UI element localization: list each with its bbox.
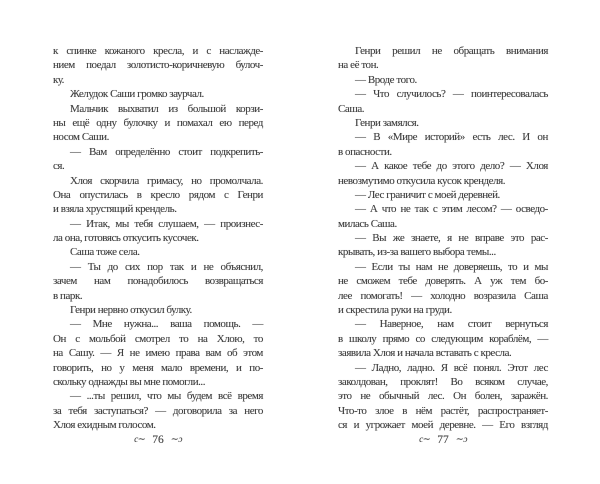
- text-line: Хлоя скорчила гримасу, но промолчала.: [70, 174, 263, 187]
- text-line: — Наверное, нам стоит вернуться: [355, 318, 548, 331]
- text-line: к спинке кожаного кресла, и с наслажде-: [53, 45, 263, 57]
- text-line: — Ты до сих пор так и не объяснил,: [70, 260, 263, 273]
- text-line: Саша.: [338, 102, 365, 115]
- text-line: — Что случилось? — поинтересовалась: [355, 88, 548, 101]
- text-line: Генри решил не обращать внимания: [355, 45, 548, 57]
- text-line: Что-то злое в нём растёт, распространяет-: [338, 404, 548, 417]
- text-line: ку.: [53, 73, 64, 86]
- text-line: в парк.: [53, 289, 83, 302]
- text-line: Она опустилась в кресло рядом с Генри: [53, 188, 263, 201]
- text-line: нием поедал золотисто-коричневую булоч-: [53, 59, 263, 72]
- text-line: Генри замялся.: [355, 116, 419, 129]
- text-line: — Мне нужна... ваша помощь. —: [70, 318, 263, 331]
- page-text-left: [53, 44, 263, 433]
- text-line: за тебя заступаться? — договорила за него: [53, 404, 263, 417]
- text-line: — В «Мире историй» есть лес. И он: [355, 131, 548, 144]
- text-line: в школу прямо со следующим кораблём, —: [338, 332, 548, 345]
- text-line: в опасности.: [338, 145, 392, 158]
- text-line: Желудок Саши громко заурчал.: [70, 88, 204, 101]
- text-line: говорить, но у меня мало времени, и по-: [53, 361, 263, 374]
- text-line: — Вы же знаете, я не вправе это рас-: [355, 232, 548, 245]
- text-line: невозмутимо откусила кусок кренделя.: [338, 174, 506, 187]
- text-line: зачем нам понадобилось возвращаться: [53, 275, 263, 288]
- text-line: Генри нервно откусил булку.: [70, 304, 192, 317]
- page-number-right: 77: [437, 434, 449, 446]
- text-line: — Лес граничит с моей деревней.: [355, 188, 500, 201]
- folio-ornament-right-icon: ∼ɔ: [455, 435, 467, 445]
- text-line: — А что не так с этим лесом? — осведо-: [355, 203, 548, 216]
- text-line: ла она, готовясь откусить кусочек.: [53, 232, 199, 245]
- text-line: Мальчик выхватил из большой корзи-: [70, 102, 263, 115]
- text-line: милась Саша.: [338, 217, 397, 230]
- text-line: и взяла хрустящий крендель.: [53, 203, 177, 216]
- text-line: — А какое тебе до этого дело? — Хлоя: [355, 160, 548, 173]
- text-line: — Вроде того.: [355, 73, 417, 86]
- text-line: — Если ты нам не доверяешь, то и мы: [355, 260, 548, 273]
- text-line: заколдован, проклят! Во всяком случае,: [338, 375, 548, 388]
- text-line: — Вам определённо стоит подкрепить-: [70, 145, 263, 158]
- text-line: крывать, из-за вашего выбора темы...: [338, 246, 496, 259]
- text-line: ся и угрожает моей деревне. — Его взгляд: [338, 419, 548, 432]
- text-line: — ...ты решил, что мы будем всё время: [70, 390, 263, 403]
- text-line: лее помогать! — холодно возразила Саша: [338, 289, 548, 302]
- text-line: заявила Хлоя и начала вставать с кресла.: [338, 347, 512, 360]
- text-line: Саша тоже села.: [70, 246, 140, 259]
- page-footer-right: [338, 433, 548, 449]
- text-line: носом Саши.: [53, 131, 109, 144]
- text-line: на Сашу. — Я не имею права вам об этом: [53, 347, 263, 360]
- page-footer-left: [53, 433, 263, 449]
- text-line: скольку однажды вы мне помогли...: [53, 375, 206, 388]
- page-text-right: [338, 44, 548, 433]
- page-number-left: 76: [152, 434, 164, 446]
- folio-ornament-left-icon: c∼: [419, 435, 431, 445]
- text-line: — Ладно, ладно. Я всё понял. Этот лес: [355, 361, 548, 374]
- text-line: — Итак, мы тебя слушаем, — произнес-: [70, 217, 263, 230]
- text-line: ны ещё одну булочку и помахал ею перед: [53, 116, 263, 129]
- text-line: ся.: [53, 160, 65, 173]
- text-line: это не обычный лес. Он болен, заражён.: [338, 390, 548, 403]
- text-line: на её тон.: [338, 59, 379, 72]
- text-line: и скрестила руки на груди.: [338, 304, 452, 317]
- text-line: Он с мольбой смотрел то на Хлою, то: [53, 332, 263, 345]
- folio-ornament-right-icon: ∼ɔ: [170, 435, 182, 445]
- folio-ornament-left-icon: c∼: [134, 435, 146, 445]
- text-line: Хлоя ехидным голосом.: [53, 419, 156, 432]
- text-line: не сможем тебе доверять. А уж тем бо-: [338, 275, 548, 288]
